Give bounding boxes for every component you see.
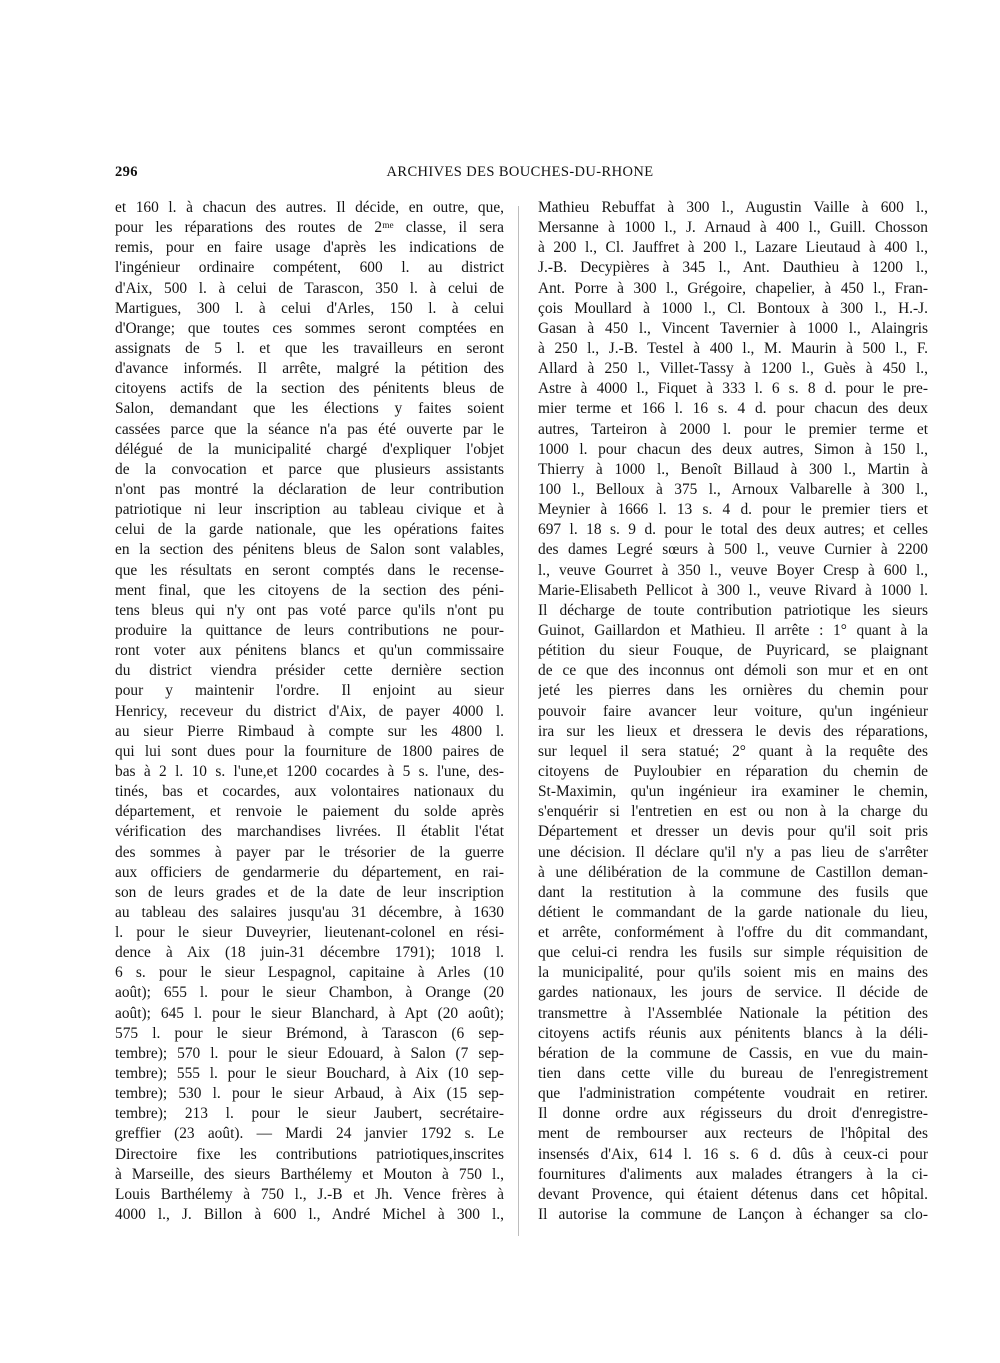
text-line: 1000 l. pour chacun des deux autres, Simon à 150 l., [538,440,928,458]
text-line: l. pour le sieur Duveyrier, lieutenant-colonel en rési- [115,924,504,942]
text-line: que l'administration compétente voudrait en retirer. [538,1085,928,1103]
text-line: pour les réparations des routes de 2ᵐᵉ classe, il sera [115,219,504,237]
text-line: à 250 l., J.-B. Testel à 400 l., M. Maurin à 500 l., F. [538,339,928,357]
text-line: détient le commandant de la garde nationale du lieu, [538,903,928,921]
text-line: 6 s. pour le sieur Lespagnol, capitaine à Arles (10 [115,964,504,982]
running-title: ARCHIVES DES BOUCHES-DU-RHONE [386,164,654,180]
text-line: qui lui sont dues pour la fourniture de 1800 paires de [115,742,504,760]
text-line: Astre à 4000 l., Fiquet à 333 l. 6 s. 8 d. pour le pre- [538,380,928,398]
text-line: greffier (23 août). — Mardi 24 janvier 1792 s. Le [115,1125,504,1143]
text-line: 4000 l., J. Billon à 600 l., André Michel à 300 l., [115,1206,504,1224]
text-line: d'avance informés. Il arrête, malgré la pétition des [115,360,504,378]
text-line: 575 l. pour le sieur Brémond, à Tarascon (6 sep- [115,1024,504,1042]
text-line: l'ingénieur ordinaire compétent, 600 l. au district [115,259,504,277]
text-line: ront voter aux pénitens blancs et qu'un commissaire [115,642,504,660]
text-line: la municipalité, pour qu'ils soient mis en mains des [538,964,928,982]
text-line: ment de rembourser aux recteurs de l'hôpital des [538,1125,928,1143]
text-line: que celui-ci rendra les fusils sur simple réquisition de [538,944,928,962]
text-line: une décision. Il déclare qu'il n'y a pas lieu de s'arrêter [538,843,928,861]
text-line: citoyens actifs de la section des pénitents bleus de [115,380,504,398]
text-line: devant Provence, qui étaient détenus dans cet hôpital. [538,1185,928,1203]
text-line: ira sur les lieux et dressera le devis des réparations, [538,722,928,740]
text-line: dence à Aix (18 juin-31 décembre 1791); 1018 l. [115,944,504,962]
text-line: Salon, demandant que les élections y faites soient [115,400,504,418]
text-line: délégué de la municipalité chargé d'expliquer l'objet [115,440,504,458]
text-line: des sommes à payer par le trésorier de la guerre [115,843,504,861]
text-line: à 200 l., Cl. Jauffret à 200 l., Lazare Lieutaud à 400 l., [538,239,928,257]
text-line: des dames Legré sœurs à 500 l., veuve Curnier à 2200 [538,541,928,559]
text-line: fournitures d'aliments aux malades étrangers à la ci- [538,1165,928,1183]
left-column [115,198,504,1225]
text-line: en la section des pénitens bleus de Salon sont valables, [115,541,504,559]
text-line: jeté les pierres dans les ornières du chemin pour [538,682,928,700]
text-line: Gasan à 450 l., Vincent Tavernier à 1000 l., Alaingris [538,319,928,337]
text-line: insensés d'Aix, 614 l. 16 s. 6 d. dûs à ceux-ci pour [538,1145,928,1163]
text-line: patriotique ni leur inscription au tableau civique et à [115,501,504,519]
text-line: tembre); 570 l. pour le sieur Edouard, à Salon (7 sep- [115,1044,504,1062]
text-line: Allard à 250 l., Villet-Tassy à 1200 l., Guès à 450 l., [538,360,928,378]
text-line: Département et dresser un devis pour qu'il soit pris [538,823,928,841]
text-line: Il décharge de toute contribution patriotique les sieurs [538,601,928,619]
text-line: Il autorise la commune de Lançon à échanger sa clo- [538,1206,928,1224]
text-line: d'Aix, 500 l. à celui de Tarascon, 350 l. à celui de [115,279,504,297]
text-line: pétition du sieur Fouque, de Puyricard, se plaignant [538,642,928,660]
text-line: cassées parce que la séance n'a pas été ouverte par le [115,420,504,438]
text-line: et arrête, conformément à l'offre du dit commandant, [538,924,928,942]
text-line: aux officiers de gendarmerie du département, en rai- [115,863,504,881]
text-line: celui de la garde nationale, que les opérations faites [115,521,504,539]
text-line: Mersanne à 1000 l., J. Arnaud à 400 l., Guill. Chosson [538,219,928,237]
text-line: de ce que des inconnus ont démoli son mur et en ont [538,662,928,680]
text-line: Il donne ordre aux régisseurs du droit d'enregistre- [538,1105,928,1123]
text-line: St-Maximin, qu'un ingénieur ira examiner le chemin, [538,783,928,801]
text-line: département, et renvoie le paiement du solde après [115,803,504,821]
page-number: 296 [115,164,138,180]
text-line: J.-B. Decypières à 345 l., Ant. Dauthieu à 1200 l., [538,259,928,277]
text-line: à Marseille, des sieurs Barthélemy et Mouton à 750 l., [115,1165,504,1183]
text-line: que les résultats en seront comptés dans le recense- [115,561,504,579]
column-divider [518,206,519,1236]
text-line: gardes nationaux, les jours de service. Il décide de [538,984,928,1002]
text-line: citoyens actifs réunis aux pénitents blancs à la déli- [538,1024,928,1042]
text-line: et 160 l. à chacun des autres. Il décide, en outre, que, [115,199,504,216]
text-line: du district viendra présider cette dernière section [115,662,504,680]
text-line: 100 l., Belloux à 375 l., Arnoux Valbarelle à 300 l., [538,480,928,498]
text-line: l., veuve Gourret à 350 l., veuve Boyer Cresp à 600 l., [538,561,928,579]
text-line: août); 655 l. pour le sieur Chambon, à Orange (20 [115,984,504,1002]
text-line: Mathieu Rebuffat à 300 l., Augustin Vaille à 600 l., [538,199,928,216]
text-line: n'ont pas montré la déclaration de leur contribution [115,480,504,498]
text-line: Louis Barthélemy à 750 l., J.-B et Jh. Vence frères à [115,1185,504,1203]
text-line: pour y maintenir l'ordre. Il enjoint au sieur [115,682,504,700]
text-line: ment final, que les citoyens de la section des péni- [115,581,504,599]
page-header [115,164,925,186]
text-line: Marie-Elisabeth Pellicot à 300 l., veuve Rivard à 1000 l. [538,581,928,599]
text-line: Meynier à 1666 l. 13 s. 4 d. pour le premier tiers et [538,501,928,519]
text-line: sur lequel il sera statué; 2° quant à la requête des [538,742,928,760]
text-line: Ant. Porre à 300 l., Grégoire, chapelier, à 450 l., Fran- [538,279,928,297]
text-line: citoyens de Puyloubier en réparation du chemin de [538,762,928,780]
text-line: assignats de 5 l. et que les travailleurs en seront [115,339,504,357]
text-line: tens bleus qui n'y ont pas voté parce qu'ils n'ont pu [115,601,504,619]
text-line: bération de la commune de Cassis, en vue du main- [538,1044,928,1062]
text-line: Guinot, Gaillardon et Mathieu. Il arrête : 1° quant à la [538,621,928,639]
text-line: Thierry à 1000 l., Benoît Billaud à 300 l., Martin à [538,460,928,478]
text-line: produire la quittance de leurs contributions ne pour- [115,621,504,639]
text-line: tembre); 555 l. pour le sieur Bouchard, à Aix (10 sep- [115,1065,504,1083]
text-line: mier terme et 166 l. 16 s. 4 d. pour chacun des deux [538,400,928,418]
right-column [538,198,928,1225]
text-line: au sieur Pierre Rimbaud à compte sur les 4800 l. [115,722,504,740]
text-line: Directoire fixe les contributions patriotiques,inscrites [115,1145,504,1163]
text-line: tien dans cette ville du bureau de l'enregistrement [538,1065,928,1083]
text-line: au tableau des salaires jusqu'au 31 décembre, à 1630 [115,903,504,921]
text-line: Henricy, receveur du district d'Aix, de payer 4000 l. [115,702,504,720]
text-line: pouvoir faire avancer leur voiture, qu'un ingénieur [538,702,928,720]
text-line: d'Orange; que toutes ces sommes seront comptées en [115,319,504,337]
text-line: vérification des marchandises livrées. Il établit l'état [115,823,504,841]
text-line: remis, pour en faire usage d'après les indications de [115,239,504,257]
text-line: bas à 2 l. 10 s. l'une,et 1200 cocardes à 5 s. l'une, des- [115,762,504,780]
text-line: à une délibération de la commune de Castillon deman- [538,863,928,881]
text-line: çois Moullard à 1000 l., Cl. Bontoux à 300 l., H.-J. [538,299,928,317]
text-line: 697 l. 18 s. 9 d. pour le total des deux autres; et celles [538,521,928,539]
text-line: tinés, bas et cocardes, aux volontaires nationaux du [115,783,504,801]
text-line: s'enquérir si l'entretien en est ou non à la charge du [538,803,928,821]
text-line: son de leurs grades et de la date de leur inscription [115,883,504,901]
text-line: août); 645 l. pour le sieur Blanchard, à Apt (20 août); [115,1004,504,1022]
text-line: dant la restitution à la commune des fusils que [538,883,928,901]
text-line: tembre); 213 l. pour le sieur Jaubert, secrétaire- [115,1105,504,1123]
text-line: de la convocation et parce que plusieurs assistants [115,460,504,478]
text-line: tembre); 530 l. pour le sieur Arbaud, à Aix (15 sep- [115,1085,504,1103]
text-line: Martigues, 300 l. à celui d'Arles, 150 l. à celui [115,299,504,317]
text-line: transmettre à l'Assemblée Nationale la pétition des [538,1004,928,1022]
text-line: autres, Tarteiron à 2000 l. pour le premier terme et [538,420,928,438]
